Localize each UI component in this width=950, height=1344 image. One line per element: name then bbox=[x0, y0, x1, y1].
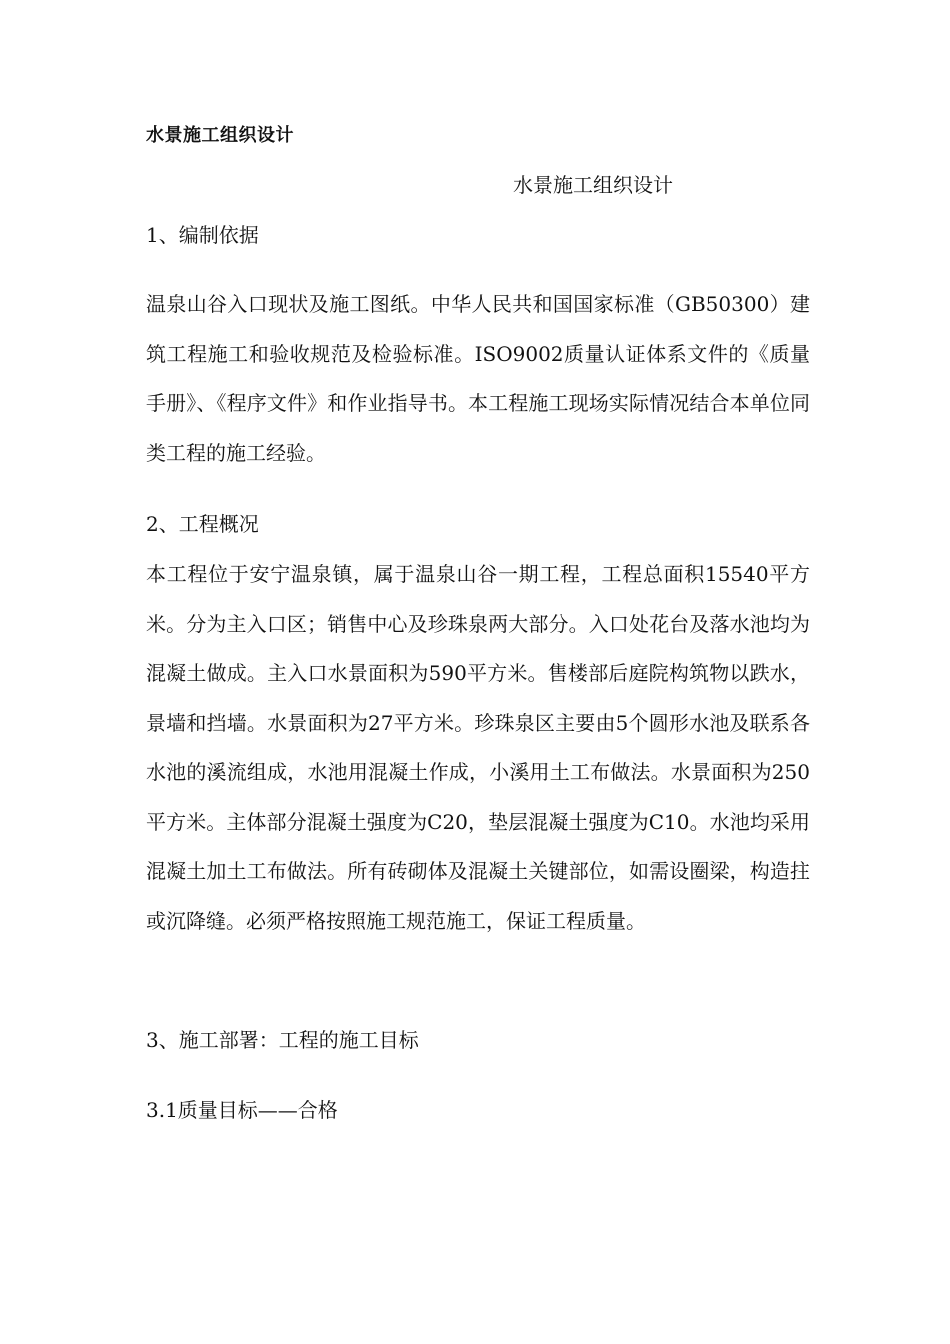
section-2-body-block bbox=[146, 550, 810, 946]
section-3-1-heading-block bbox=[146, 1096, 810, 1124]
section-2-heading: 2、工程概况 bbox=[146, 512, 259, 536]
section-2-paragraph: 本工程位于安宁温泉镇，属于温泉山谷一期工程，工程总面积15540平方米。分为主入口区；销售中心及珍珠泉两大部分。入口处花台及落水池均为混凝土做成。主入口水景面积为590平方米。售楼部后庭院构筑物以跌水，景墙和挡墙。水景面积为27平方米。珍珠泉区主要由5个圆形水池及联系各水池的溪流组成，水池用混凝土作成，小溪用土工布做法。水景面积为250平方米。主体部分混凝土强度为C20，垫层混凝土强度为C10。水池均采用混凝土加土工布做法。所有砖砌体及混凝土关键部位，如需设圈梁，构造拄或沉降缝。必须严格按照施工规范施工，保证工程质量。 bbox=[146, 562, 810, 933]
document-heading: 水景施工组织设计 bbox=[146, 125, 294, 146]
section-1-body-block bbox=[146, 280, 810, 478]
section-3-1-heading: 3.1质量目标——合格 bbox=[146, 1098, 338, 1122]
section-1-heading-block bbox=[146, 221, 810, 249]
section-2-heading-block bbox=[146, 510, 810, 538]
section-1-heading: 1、编制依据 bbox=[146, 223, 259, 247]
section-3-heading-block bbox=[146, 1026, 810, 1054]
section-1-paragraph: 温泉山谷入口现状及施工图纸。中华人民共和国国家标准（GB50300）建筑工程施工和验收规范及检验标准。ISO9002质量认证体系文件的《质量手册》、《程序文件》和作业指导书。本工程施工现场实际情况结合本单位同类工程的施工经验。 bbox=[146, 292, 810, 465]
document-title: 水景施工组织设计 bbox=[513, 173, 673, 197]
section-3-heading: 3、施工部署：工程的施工目标 bbox=[146, 1028, 419, 1052]
